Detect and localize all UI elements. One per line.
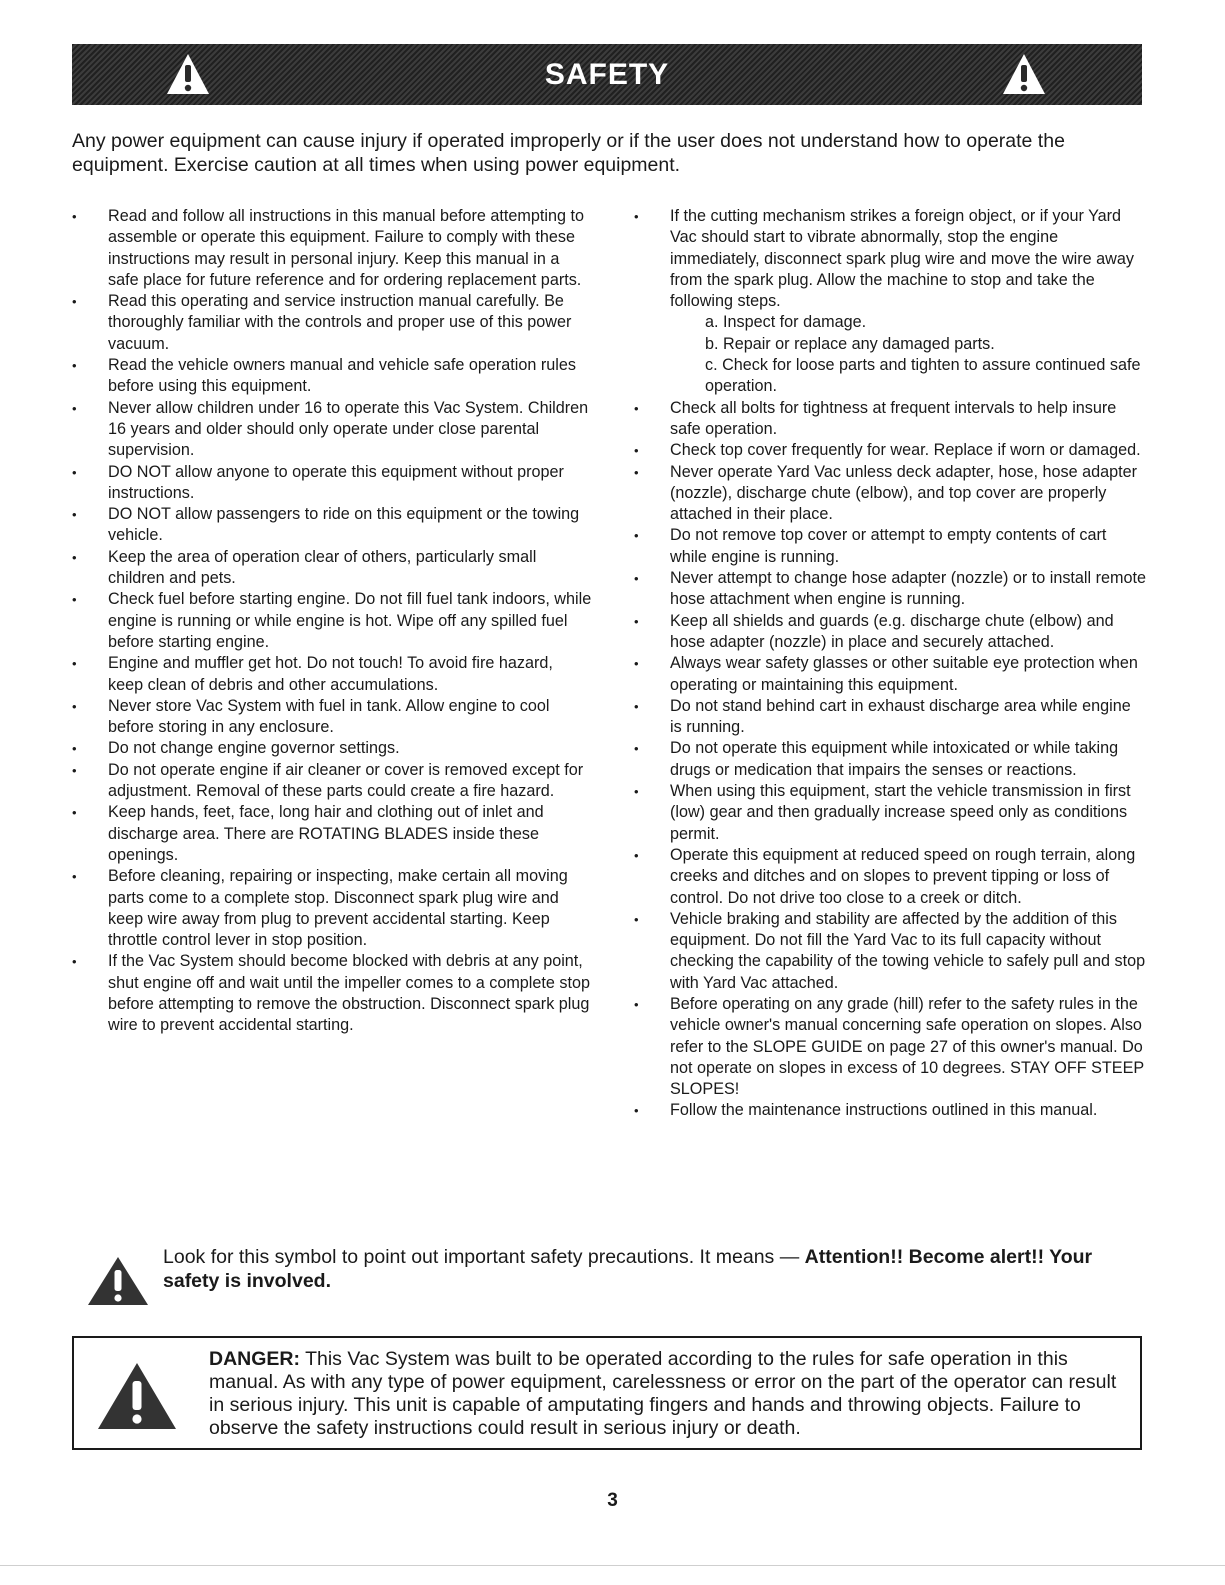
list-item: • Do not operate engine if air cleaner or cover is removed except for adjustment. Removal of these parts could create a fire hazard. [72,760,592,803]
list-item: • Keep hands, feet, face, long hair and clothing out of inlet and discharge area. There are ROTATING BLADES inside these openings. [72,802,592,866]
list-item: • Check fuel before starting engine. Do not fill fuel tank indoors, while engine is running or while engine is hot. Wipe off any spilled fuel before starting engine. [72,589,592,653]
list-item: • Follow the maintenance instructions outlined in this manual. [634,1100,1146,1121]
list-item: • Read the vehicle owners manual and vehicle safe operation rules before using this equipment. [72,355,592,398]
list-item: • If the Vac System should become blocked with debris at any point, shut engine off and wait until the impeller comes to a complete stop before attempting to remove the obstruction. Disconnect spark plug wire to prevent accidental starting. [72,951,592,1036]
list-item [634,206,1146,398]
list-item-text: If the cutting mechanism strikes a foreign object, or if your Yard Vac should start to vibrate abnormally, stop the engine immediately, disconnect spark plug wire and move the wire away from the spark plug. Allow the machine to stop and take the following steps. [670,207,1134,311]
list-item: • Do not remove top cover or attempt to empty contents of cart while engine is running. [634,525,1146,568]
list-item: • DO NOT allow passengers to ride on this equipment or the towing vehicle. [72,504,592,547]
warning-triangle-icon [86,1255,150,1307]
sub-step: a. Inspect for damage. [705,313,867,332]
list-item: • Keep the area of operation clear of others, particularly small children and pets. [72,547,592,590]
list-item: • Do not operate this equipment while intoxicated or while taking drugs or medication that impairs the senses or reactions. [634,738,1146,781]
banner-title: SAFETY [544,57,670,91]
page-number: 3 [607,1490,618,1511]
list-item: • Never allow children under 16 to operate this Vac System. Children 16 years and older should only operate under close parental supervision. [72,398,592,462]
left-rules-list [72,206,592,1037]
list-item: • Engine and muffler get hot. Do not touch! To avoid fire hazard, keep clean of debris and other accumulations. [72,653,592,696]
list-item: • Never attempt to change hose adapter (nozzle) or to install remote hose attachment when engine is running. [634,568,1146,611]
warning-triangle-icon [96,1360,178,1432]
list-item: • Before cleaning, repairing or inspecting, make certain all moving parts come to a complete stop. Disconnect spark plug wire and keep wire away from plug to prevent accidental starting. Keep throttle control lever in stop position. [72,866,592,951]
list-item: • Never operate Yard Vac unless deck adapter, hose, hose adapter (nozzle), discharge chute (elbow), and top cover are properly attached in their place. [634,462,1146,526]
warning-triangle-icon [165,52,211,96]
list-item: • Always wear safety glasses or other suitable eye protection when operating or maintaining this equipment. [634,653,1146,696]
intro-paragraph: Any power equipment can cause injury if operated improperly or if the user does not understand how to operate the equipment. Exercise caution at all times when using power equipment. [72,130,1065,176]
list-item: • Read this operating and service instruction manual carefully. Be thoroughly familiar with the controls and proper use of this power vacuum. [72,291,592,355]
bottom-rule [0,1565,1225,1566]
list-item: • Never store Vac System with fuel in tank. Allow engine to cool before storing in any enclosure. [72,696,592,739]
list-item: • Before operating on any grade (hill) refer to the safety rules in the vehicle owner's manual concerning safe operation on slopes. Also refer to the SLOPE GUIDE on page 27 of this owner's manual. Do not operate on slopes in excess of 10 degrees. STAY OFF STEEP SLOPES! [634,994,1146,1100]
right-rules-list [634,206,1146,1122]
sub-step: b. Repair or replace any damaged parts. [705,334,995,353]
list-item: • Do not stand behind cart in exhaust discharge area while engine is running. [634,696,1146,739]
list-item: • Check all bolts for tightness at frequent intervals to help insure safe operation. [634,398,1146,441]
list-item: • Read and follow all instructions in this manual before attempting to assemble or operate this equipment. Failure to comply with these instructions may result in personal injury. Keep this manual in a safe place for future reference and for ordering replacement parts. [72,206,592,291]
list-item: • Check top cover frequently for wear. Replace if worn or damaged. [634,440,1146,461]
notice-emphasis: Attention!! Become alert!! Your safety is involved. [163,1246,1093,1292]
list-item: • DO NOT allow anyone to operate this equipment without proper instructions. [72,462,592,505]
sub-step: c. Check for loose parts and tighten to assure continued safe operation. [705,356,1141,396]
danger-label: DANGER: [209,1348,300,1370]
list-item: • Do not change engine governor settings. [72,738,592,759]
list-item: • Keep all shields and guards (e.g. discharge chute (elbow) and hose adapter (nozzle) in place and securely attached. [634,611,1146,654]
list-item: • Vehicle braking and stability are affected by the addition of this equipment. Do not fill the Yard Vac to its full capacity without checking the capability of the towing vehicle to safely pull and stop with Yard Vac attached. [634,909,1146,994]
list-item: • Operate this equipment at reduced speed on rough terrain, along creeks and ditches and on slopes to prevent tipping or loss of control. Do not drive too close to a creek or ditch. [634,845,1146,909]
list-item: • When using this equipment, start the vehicle transmission in first (low) gear and then gradually increase speed only as conditions permit. [634,781,1146,845]
safety-symbol-notice [86,1245,1146,1305]
danger-box [72,1336,1142,1450]
warning-triangle-icon [1001,52,1047,96]
safety-banner [72,44,1142,105]
danger-text: This Vac System was built to be operated according to the rules for safe operation in this manual. As with any type of power equipment, carelessness or error on the part of the operator can result in serious injury. This unit is capable of amputating fingers and hands and throwing objects. Failure to observe the safety instructions could result in serious injury or death. [209,1348,1117,1439]
notice-text: Look for this symbol to point out important safety precautions. It means — [163,1246,805,1268]
